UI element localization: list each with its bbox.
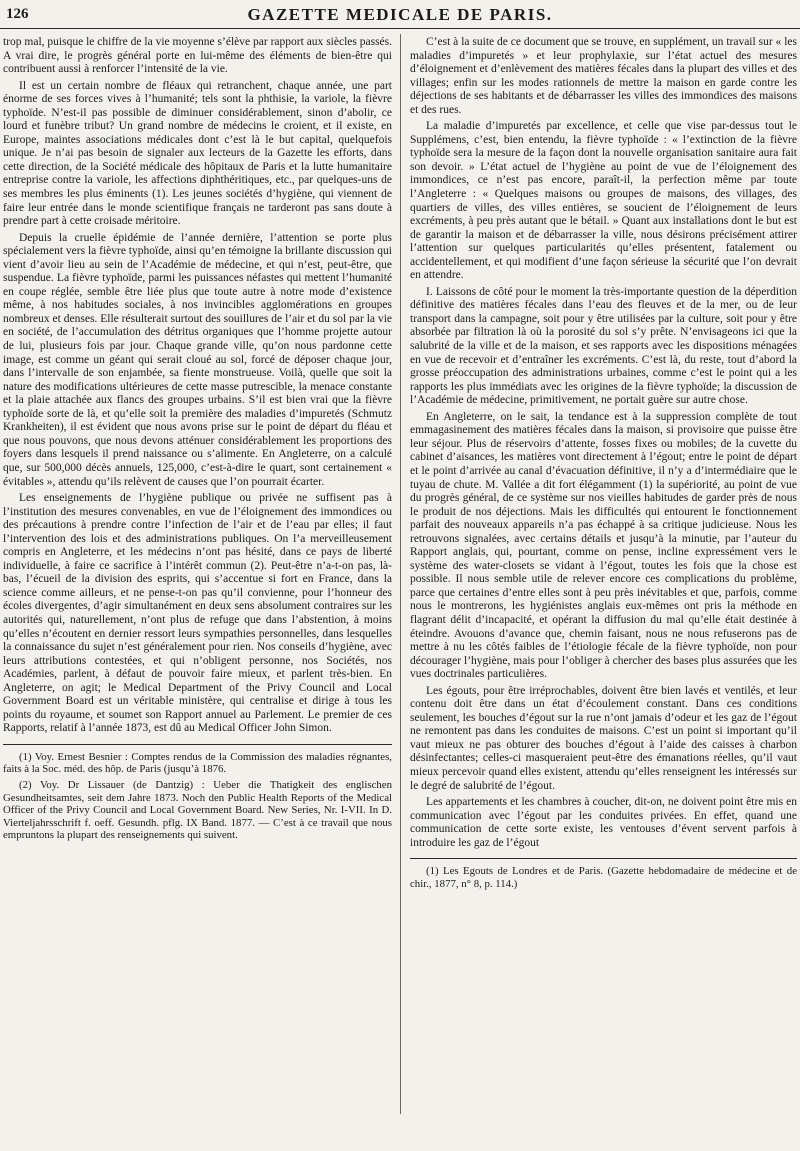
page-header bbox=[0, 0, 800, 29]
footnote-right-1: (1) Les Egouts de Londres et de Paris. (Gazette hebdomadaire de médecine et de chir., 1877, n° 8, p. 114.) bbox=[410, 865, 797, 890]
right-paragraph-4: En Angleterre, on le sait, la tendance est à la suppression complète de tout emmagasinement des matières fécales dans la maison, si provisoire que puisse être leur séjour. Plus de réservoirs d’attente, fosses fixes ou mobiles; de la cuvette du cabinet d’aisances, les matières vont directement à l’égout; entre le point de départ et le point d’arrivée au canal d’évacuation définitive, il n’y a d’intermédiaire que le tuyau de chute. M. Vallée a dit fort élégamment (1) la supériorité, au point de vue du progrès général, de ce système sur nos vieilles habitudes de garder près de nous le produit de nos déjections. Mais les difficultés qui entourent le fonctionnement parfait des nouveaux appareils n’a pas échappé à sa critique judicieuse. Nous les retrouvons signalées, avec certains détails et jusqu’à la minutie, par l’auteur du Rapport anglais, qui, pourtant, comme on pense, incline expressément vers le système des water-closets se vidant à l’égout, toutes les fois que la chose est possible. Il nous semble utile de relever encore ces complications du problème, parce que certaines d’entre elles sont à peu près inévitables et que, parfois, comme nous le montrerons, les hygiénistes anglais eux-mêmes ont pris la méthode en flagrant délit d’incapacité, et opérant la diffusion du mal qu’elle était destinée à éteindre. Avouons d’avance que, chemin faisant, nous ne nous refuserons pas de mettre à nu les côtés faibles de l’étiologie fécale de la fièvre typhoïde, non pour décourager l’hygiène, mais pour l’obliger à chercher des bases plus assurées que les vues doctrinales particulières. bbox=[410, 410, 797, 681]
footnote-separator-right bbox=[410, 858, 797, 859]
left-column bbox=[3, 36, 392, 845]
footnote-1: (1) Voy. Ernest Besnier : Comptes rendus de la Commission des maladies régnantes, faits à la Soc. méd. des hôp. de Paris (jusqu’à 1876. bbox=[3, 750, 392, 776]
left-paragraph-3: Depuis la cruelle épidémie de l’année dernière, l’attention se porte plus spécialement vers la fièvre typhoïde, ainsi qu’en témoigne la brillante discussion qui vient d’avoir lieu au sein de l’Académie de médecine, et qui n’est, peut-être, que suspendue. La fièvre typhoïde, parmi les puissances néfastes qui mettent l’humanité en coupe réglée, semble être liée plus que toute autre à notre mode d’existence même, à nos habitudes sociales, à nos invincibles agglomérations en groupes nombreux et denses. Elle résulterait surtout des souillures de l’air et du sol par la vie en société, de l’accumulation des détritus organiques que l’homme projette autour de lui, plusieurs fois par jour. Chaque grande ville, qu’on nous pardonne cette image, est comme un géant qui serait cloué au sol, forcé de déposer chaque jour, dans l’intervalle de son enjambée, sa fiente monstrueuse. Voilà, quelle que soit la nature des modifications ultérieures de cette masse putrescible, la menace constante et la plaie attachée aux flancs des groupes urbains. S’il est bien vrai que la fièvre typhoïde sorte de là, et qu’elle soit la première des maladies d’impuretés (Schmutz Krankheiten), il est évident que nous avons prise sur le point de départ du fléau et que nous pouvons, que nous devons atténuer considérablement les proportions des foyers dans lesquels il prend naissance ou s’alimente. En Angleterre, on a calculé que, sur 500,000 décès annuels, 125,000, c’est-à-dire le quart, sont certainement « évitables », attendu qu’ils relèvent de causes que l’on pourrait écarter. bbox=[3, 231, 392, 488]
right-paragraph-1: C’est à la suite de ce document que se trouve, en supplément, un travail sur « les maladies d’impuretés » et leur prophylaxie, sur l’état actuel des mesures d’éloignement et d’enlèvement des matières fécales dans la plupart des villes et des villages; enfin sur les modes rationnels de mettre la maison en garde contre les déjections de ses habitants et de débarrasser les villes des immondices des maisons et des rues. bbox=[410, 36, 797, 116]
column-divider bbox=[400, 34, 401, 1114]
footnote-2: (2) Voy. Dr Lissauer (de Dantzig) : Ueber die Thatigkeit des englischen Gesundheitsamtes, seit dem Jahre 1873. Noch den Public Health Reports of the Medical Officer of the Privy Council and Local Government Board. New Series, Nr. I-VII. In D. Vierteljahrsschrift f. oeff. Gesundh. pflg. IX Band. 1877. — C’est à ce travail que nous empruntons la plupart des renseignements qui suivent. bbox=[3, 779, 392, 842]
running-title: GAZETTE MEDICALE DE PARIS. bbox=[247, 5, 553, 24]
right-paragraph-5: Les égouts, pour être irréprochables, doivent être bien lavés et ventilés, et leur contenu doit être dans un état d’écoulement constant. Dans ces conditions seulement, les bouches d’égout sur la rue n’ont jamais d’odeur et les gaz de l’égout ne remontent pas dans les conduites de maisons. C’est un point si important qu’il vaut mieux ne pas obturer des bouches d’égout à l’aide des caisses à charbon désinfectantes; celles-ci masqueraient peut-être des émanations réelles, qu’il vaut mieux percevoir quand elles existent, attendu qu’elles renseignent les intéressés sur le degré de salubrité de l’égout. bbox=[410, 684, 797, 792]
right-column bbox=[410, 36, 797, 893]
left-paragraph-1: trop mal, puisque le chiffre de la vie moyenne s’élève par rapport aux siècles passés. A vrai dire, le progrès général porte en lui-même des éléments de bien-être qui contribuent aussi à renforcer l’intensité de la vie. bbox=[3, 36, 392, 76]
right-paragraph-2: La maladie d’impuretés par excellence, et celle que vise par-dessus tout le Supplémens, c’est, bien entendu, la fièvre typhoïde : « l’extinction de la fièvre typhoïde sera la mesure de la façon dont la nouvelle organisation sanitaire aura fait son devoir. » L’état actuel de l’hygiène au point de vue de l’éloignement des immondices, ce n’est pas encore, paraît-il, la perfection même par toute l’Angleterre : « Quelques maisons ou groupes de maisons, des villages, des quartiers de villes, des villes entières, se soucient de l’éloignement de leurs excréments, à peu près autant que le bétail. » Quant aux installations dont le but est de garantir la maison et de débarrasser la ville, nous désirons précisément attirer l’attention sur quelques particularités qu’elles présentent, fatalement ou accidentellement, et qui modifient d’une façon sérieuse la sécurité que l’on devrait en attendre. bbox=[410, 120, 797, 282]
footnote-separator bbox=[3, 744, 392, 745]
page-number: 126 bbox=[6, 6, 29, 22]
right-paragraph-6: Les appartements et les chambres à coucher, dit-on, ne doivent point être mis en communication avec l’égout par les conduites privées. En effet, quand une communication de cette sorte existe, les ventouses d’évent servent parfois à introduire les gaz de l’égout bbox=[410, 796, 797, 849]
left-paragraph-2: Il est un certain nombre de fléaux qui retranchent, chaque année, une part énorme de ses forces vives à l’humanité; tels sont la phthisie, la variole, la fièvre typhoïde. N’est-il pas possible de diminuer considérablement, sinon d’abolir, ce lourd et funèbre tribut? Un grand nombre de médecins le croient, et il existe, en Europe, maintes associations médicales dont c’est là le but capital, quelquefois unique. Je n’ai pas besoin de signaler aux lecteurs de la Gazette les efforts, dans cette direction, de la Société médicale des hôpitaux de Paris et la lutte humanitaire entreprise contre la variole, les affections diphthéritiques, etc., par quelques-uns de ses membres les plus éminents (1). Les jeunes sociétés d’hygiène, qui viennent de faire leur entrée dans le monde scientifique français ne tarderont pas sans doute à prendre part à cette croisade méritoire. bbox=[3, 79, 392, 228]
right-paragraph-3: I. Laissons de côté pour le moment la très-importante question de la déperdition définitive des matières fécales dans l’eau des fleuves et de la mer, ou de leur transport dans la campagne, soit pour y être utilisées par la culture, soit pour y être absorbée par filtration là où la porosité du sol s’y prête. N’envisageons ici que la salubrité de la ville et de la maison, et ses rapports avec les dispositions ménagées en vue de recevoir et d’entraîner les excréments. C’est là, du reste, tout d’abord la grosse préoccupation des administrations urbaines, comme c’est le point qui a les rapports les plus immédiats avec les origines de la fièvre typhoïde; la discussion de l’Académie de médecine, primitivement, ne portait guère sur autre chose. bbox=[410, 285, 797, 407]
left-paragraph-4: Les enseignements de l’hygiène publique ou privée ne suffisent pas à l’institution des mesures convenables, en vue de l’éloignement des immondices ou des précautions à prendre contre l’infection de l’air et de l’eau par elles; il faut l’intervention des lois et des administrations publiques. On l’a merveilleusement compris en Angleterre, et les médecins n’ont pas hésité, dans ce pays de liberté individuelle, à faire ce sacrifice à l’intérêt commun (2). Peut-être n’a-t-on pas, là-bas, l’écueil de la division des esprits, qui s’accentue si fort en France, dans la science comme ailleurs, et ne pense-t-on pas qu’il convienne, pour l’honneur des écoles divergentes, d’agir simultanément en deux sens absolument contraires sur les autorités qui, naturellement, n’ont plus de refuge que dans l’abstention, à moins qu’elles n’écoutent en dernier ressort leurs sympathies personnelles, dans lesquelles la connaissance du sujet n’est généralement pour rien. Nos conseils d’hygiène, avec leurs attributions contestées, et qui n’obligent personne, nos Sociétés, nos Académies, parlent, à défaut de pouvoir faire mieux, et parlent très-bien. En Angleterre, on agit; le Medical Department of the Privy Council and Local Government Board est un véritable ministère, qui centralise et dirige à tous les points du royaume, et soumet son Rapport annuel au Parlement. Le premier de ces Rapports, relatif à l’année 1873, est dû au Medical Officer John Simon. bbox=[3, 492, 392, 735]
